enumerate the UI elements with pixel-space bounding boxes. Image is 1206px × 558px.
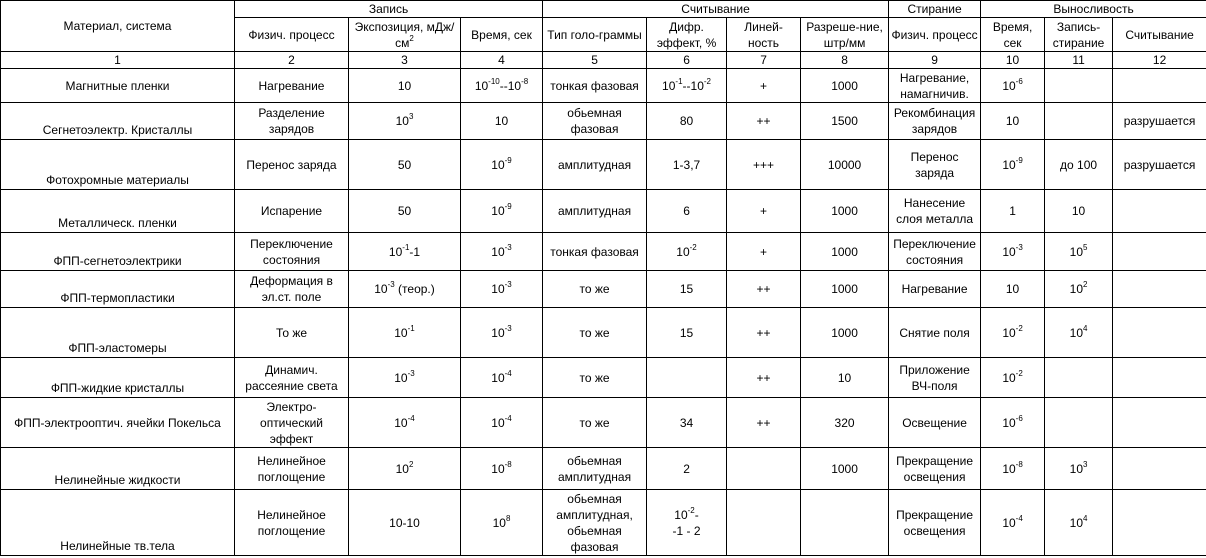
process-cell: Разделение зарядов: [235, 103, 349, 140]
erase-cell: Освещение: [889, 398, 981, 448]
erase-time-cell: 10: [981, 103, 1045, 140]
table-row: [1, 398, 1206, 448]
erase-cell: Прекращение освещения: [889, 448, 981, 490]
time-cell: $10^{-9}$: [461, 190, 543, 233]
resolution-cell: 1000: [801, 69, 889, 103]
resolution-cell: 10: [801, 358, 889, 398]
material-cell: Нелинейные тв.тела: [1, 490, 235, 556]
process-cell: Переключение состояния: [235, 233, 349, 271]
diff-cell: 80: [647, 103, 727, 140]
erase-time-cell: $10^{-4}$: [981, 490, 1045, 556]
rec-erase-cell: $10^5$: [1045, 233, 1113, 271]
rec-erase-cell: [1045, 358, 1113, 398]
erase-time-cell: 1: [981, 190, 1045, 233]
header-material: Материал, система: [1, 1, 235, 52]
time-cell: $10^{-10}--10^{-8}$: [461, 69, 543, 103]
column-number-row: [1, 52, 1206, 69]
table-row: [1, 103, 1206, 140]
resolution-cell: 10000: [801, 140, 889, 190]
header-resolution: Разреше-ние, штр/мм: [801, 18, 889, 52]
process-cell: Перенос заряда: [235, 140, 349, 190]
erase-time-cell: $10^{-9}$: [981, 140, 1045, 190]
reading-cell: [1113, 398, 1206, 448]
holo-cell: амплитудная: [543, 140, 647, 190]
header-endurance: Выносливость: [981, 1, 1206, 18]
header-end-time: Время, сек: [981, 18, 1045, 52]
header-reading: Считывание: [1113, 18, 1206, 52]
time-cell: $10^{-4}$: [461, 358, 543, 398]
time-cell: $10^{-3}$: [461, 308, 543, 358]
reading-cell: [1113, 358, 1206, 398]
erase-cell: Перенос заряда: [889, 140, 981, 190]
linear-cell: +++: [727, 140, 801, 190]
linear-cell: +: [727, 233, 801, 271]
erase-cell: Прекращение освещения: [889, 490, 981, 556]
table-row: [1, 490, 1206, 556]
diff-cell: $10^{-2}$: [647, 233, 727, 271]
erase-cell: Приложение ВЧ-поля: [889, 358, 981, 398]
diff-cell: 2: [647, 448, 727, 490]
header-linear: Линей-ность: [727, 18, 801, 52]
exposure-cell: $10^2$: [349, 448, 461, 490]
process-cell: Нелинейное поглощение: [235, 490, 349, 556]
time-cell: $10^8$: [461, 490, 543, 556]
material-cell: ФПП-сегнетоэлектрики: [1, 233, 235, 271]
resolution-cell: 1500: [801, 103, 889, 140]
process-cell: То же: [235, 308, 349, 358]
process-cell: Испарение: [235, 190, 349, 233]
erase-cell: Нагревание: [889, 271, 981, 308]
erase-time-cell: $10^{-6}$: [981, 69, 1045, 103]
diff-cell: 15: [647, 271, 727, 308]
reading-cell: [1113, 448, 1206, 490]
rec-erase-cell: [1045, 398, 1113, 448]
erase-time-cell: $10^{-2}$: [981, 308, 1045, 358]
linear-cell: +: [727, 69, 801, 103]
table-row: [1, 358, 1206, 398]
erase-time-cell: $10^{-2}$: [981, 358, 1045, 398]
header-record: Запись: [235, 1, 543, 18]
resolution-cell: 1000: [801, 190, 889, 233]
col-num: 10: [981, 52, 1045, 69]
time-cell: $10^{-3}$: [461, 233, 543, 271]
linear-cell: ++: [727, 358, 801, 398]
exposure-cell: $10^{-1}-1$: [349, 233, 461, 271]
diff-cell: 34: [647, 398, 727, 448]
holo-cell: тонкая фазовая: [543, 69, 647, 103]
process-cell: Динамич. рассеяние света: [235, 358, 349, 398]
reading-cell: [1113, 233, 1206, 271]
col-num: 12: [1113, 52, 1206, 69]
table-row: [1, 271, 1206, 308]
col-num: 1: [1, 52, 235, 69]
holo-cell: тонкая фазовая: [543, 233, 647, 271]
linear-cell: ++: [727, 271, 801, 308]
col-num: 2: [235, 52, 349, 69]
resolution-cell: 1000: [801, 233, 889, 271]
erase-cell: Нагревание, намагничив.: [889, 69, 981, 103]
exposure-cell: $10^{-3}$ (теор.): [349, 271, 461, 308]
header-diff: Дифр. эффект, %: [647, 18, 727, 52]
erase-time-cell: $10^{-3}$: [981, 233, 1045, 271]
resolution-cell: 1000: [801, 448, 889, 490]
header-group-row: [1, 1, 1206, 18]
header-read: Считывание: [543, 1, 889, 18]
exposure-cell: 10: [349, 69, 461, 103]
reading-cell: [1113, 490, 1206, 556]
holo-cell: то же: [543, 271, 647, 308]
process-cell: Нелинейное поглощение: [235, 448, 349, 490]
header-rec-erase: Запись-стирание: [1045, 18, 1113, 52]
header-holo-type: Тип голо-граммы: [543, 18, 647, 52]
rec-erase-cell: $10^3$: [1045, 448, 1113, 490]
holo-cell: то же: [543, 308, 647, 358]
holo-cell: амплитудная: [543, 190, 647, 233]
exposure-cell: 50: [349, 140, 461, 190]
erase-cell: Переключение состояния: [889, 233, 981, 271]
col-num: 5: [543, 52, 647, 69]
time-cell: $10^{-8}$: [461, 448, 543, 490]
material-cell: Металлическ. пленки: [1, 190, 235, 233]
erase-cell: Нанесение слоя металла: [889, 190, 981, 233]
header-erase: Стирание: [889, 1, 981, 18]
diff-cell: $10^{-1}--10^{-2}$: [647, 69, 727, 103]
time-cell: $10^{-9}$: [461, 140, 543, 190]
process-cell: Нагревание: [235, 69, 349, 103]
time-cell: $10^{-4}$: [461, 398, 543, 448]
reading-cell: [1113, 190, 1206, 233]
resolution-cell: 1000: [801, 308, 889, 358]
col-num: 6: [647, 52, 727, 69]
erase-cell: Рекомбинация зарядов: [889, 103, 981, 140]
holo-cell: то же: [543, 358, 647, 398]
rec-erase-cell: до 100: [1045, 140, 1113, 190]
diff-cell: [647, 358, 727, 398]
table-row: [1, 190, 1206, 233]
diff-cell: $10^{-2}-$ -1 - 2: [647, 490, 727, 556]
header-rec-time: Время, сек: [461, 18, 543, 52]
col-num: 11: [1045, 52, 1113, 69]
holo-cell: то же: [543, 398, 647, 448]
resolution-cell: 1000: [801, 271, 889, 308]
exposure-cell: 50: [349, 190, 461, 233]
holo-cell: обьемная фазовая: [543, 103, 647, 140]
resolution-cell: [801, 490, 889, 556]
linear-cell: ++: [727, 398, 801, 448]
diff-cell: 6: [647, 190, 727, 233]
reading-cell: разрушается: [1113, 140, 1206, 190]
rec-erase-cell: 10: [1045, 190, 1113, 233]
col-num: 9: [889, 52, 981, 69]
col-num: 3: [349, 52, 461, 69]
linear-cell: ++: [727, 308, 801, 358]
material-cell: ФПП-эластомеры: [1, 308, 235, 358]
exposure-cell: $10^{-1}$: [349, 308, 461, 358]
rec-erase-cell: [1045, 69, 1113, 103]
erase-time-cell: $10^{-6}$: [981, 398, 1045, 448]
linear-cell: [727, 490, 801, 556]
exposure-cell: 10-10: [349, 490, 461, 556]
linear-cell: +: [727, 190, 801, 233]
linear-cell: ++: [727, 103, 801, 140]
table-row: [1, 233, 1206, 271]
diff-cell: 1-3,7: [647, 140, 727, 190]
material-cell: Фотохромные материалы: [1, 140, 235, 190]
col-num: 4: [461, 52, 543, 69]
time-cell: $10^{-3}$: [461, 271, 543, 308]
exposure-cell: $10^3$: [349, 103, 461, 140]
material-cell: ФПП-электрооптич. ячейки Покельса: [1, 398, 235, 448]
time-cell: 10: [461, 103, 543, 140]
header-rec-process: Физич. процесс: [235, 18, 349, 52]
process-cell: Деформация в эл.ст. поле: [235, 271, 349, 308]
reading-cell: [1113, 69, 1206, 103]
material-cell: Сегнетоэлектр. Кристаллы: [1, 103, 235, 140]
table-row: [1, 308, 1206, 358]
erase-time-cell: 10: [981, 271, 1045, 308]
table-row: [1, 448, 1206, 490]
exposure-cell: $10^{-3}$: [349, 358, 461, 398]
rec-erase-cell: $10^4$: [1045, 308, 1113, 358]
holo-cell: обьемная амплитудная: [543, 448, 647, 490]
reading-cell: [1113, 308, 1206, 358]
material-cell: Магнитные пленки: [1, 69, 235, 103]
reading-cell: разрушается: [1113, 103, 1206, 140]
header-exposure: Экспозиция, мДж/$см^2$: [349, 18, 461, 52]
material-cell: ФПП-термопластики: [1, 271, 235, 308]
exposure-cell: $10^{-4}$: [349, 398, 461, 448]
rec-erase-cell: $10^4$: [1045, 490, 1113, 556]
col-num: 8: [801, 52, 889, 69]
rec-erase-cell: [1045, 103, 1113, 140]
erase-time-cell: $10^{-8}$: [981, 448, 1045, 490]
reading-cell: [1113, 271, 1206, 308]
table-row: [1, 69, 1206, 103]
col-num: 7: [727, 52, 801, 69]
process-cell: Электро-оптический эффект: [235, 398, 349, 448]
material-cell: Нелинейные жидкости: [1, 448, 235, 490]
holo-cell: обьемная амплитудная, обьемная фазовая: [543, 490, 647, 556]
rec-erase-cell: $10^2$: [1045, 271, 1113, 308]
linear-cell: [727, 448, 801, 490]
diff-cell: 15: [647, 308, 727, 358]
erase-cell: Снятие поля: [889, 308, 981, 358]
resolution-cell: 320: [801, 398, 889, 448]
table-row: [1, 140, 1206, 190]
material-cell: ФПП-жидкие кристаллы: [1, 358, 235, 398]
header-erase-process: Физич. процесс: [889, 18, 981, 52]
